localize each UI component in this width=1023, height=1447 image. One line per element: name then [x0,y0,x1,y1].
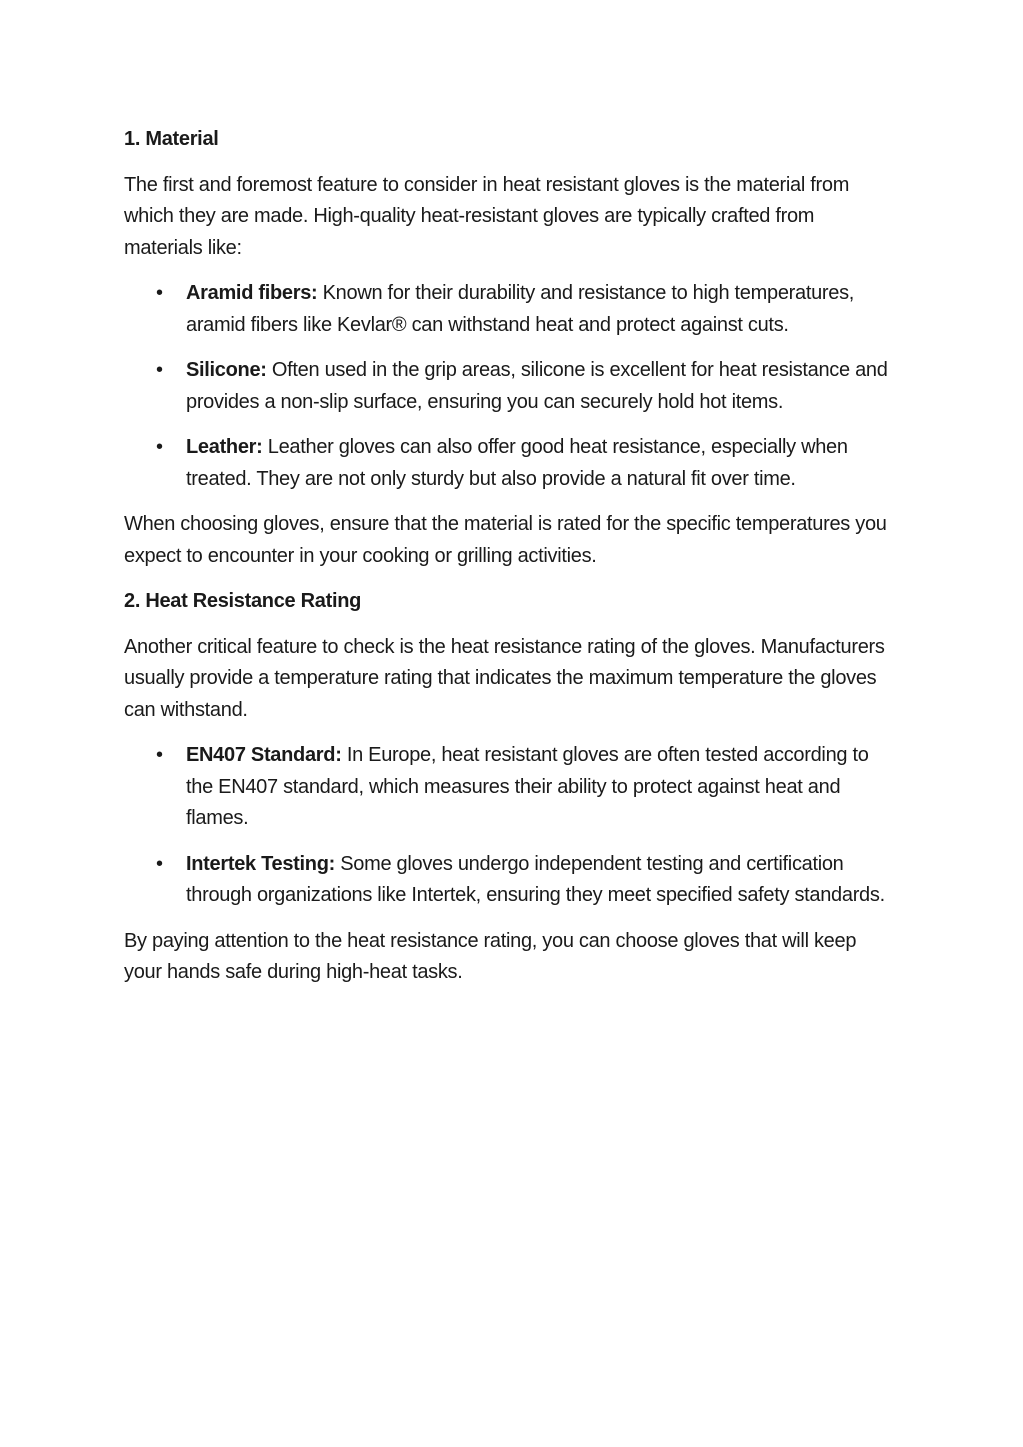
document-page [124,124,894,1003]
list-item-term: Intertek Testing: [186,852,335,875]
list-item-aramid [124,278,894,341]
material-intro-paragraph: The first and foremost feature to consider in heat resistant gloves is the material from which they are made. High-quality heat-resistant gloves are typically crafted from materials like: [124,173,850,259]
list-item-intertek [124,849,894,912]
heat-rating-outro-paragraph: By paying attention to the heat resistance rating, you can choose gloves that will keep your hands safe during high-heat tasks. [124,929,857,983]
material-outro-paragraph: When choosing gloves, ensure that the material is rated for the specific temperatures you expect to encounter in your cooking or grilling activities. [124,513,887,567]
list-item-leather [124,432,894,495]
bullet-marker: • [156,282,163,304]
list-item-text: Known for their durability and resistance to high temperatures, aramid fibers like Kevlar® can withstand heat and protect against cuts. [186,282,855,336]
list-item-term: Aramid fibers: [186,282,318,304]
list-item-term: Leather: [186,436,263,458]
list-item-term: Silicone: [186,359,267,381]
list-item-text: Often used in the grip areas, silicone is excellent for heat resistance and provides a non-slip surface, ensuring you can securely hold hot items. [186,359,888,413]
bullet-marker: • [156,852,163,875]
material-list [124,278,894,495]
bullet-marker: • [156,436,163,458]
bullet-marker: • [156,359,163,381]
list-item-text: In Europe, heat resistant gloves are often tested according to the EN407 standard, which measures their ability to protect against heat and flames. [186,744,869,829]
list-item-text: Leather gloves can also offer good heat resistance, especially when treated. They are not only sturdy but also provide a natural fit over time. [186,436,848,490]
list-item-en407 [124,740,894,835]
list-item-term: EN407 Standard: [186,744,342,766]
list-item-text: Some gloves undergo independent testing and certification through organizations like Intertek, ensuring they meet specified safety standards. [186,852,885,906]
bullet-marker: • [156,744,163,766]
list-item-silicone [124,355,894,418]
heat-rating-intro-paragraph: Another critical feature to check is the heat resistance rating of the gloves. Manufacturers usually provide a temperature rating that indicates the maximum temperature the gloves can withstand. [124,635,885,721]
heat-rating-list [124,740,894,912]
section-heading-heat-resistance: 2. Heat Resistance Rating [124,590,362,612]
section-heading-material: 1. Material [124,128,219,150]
